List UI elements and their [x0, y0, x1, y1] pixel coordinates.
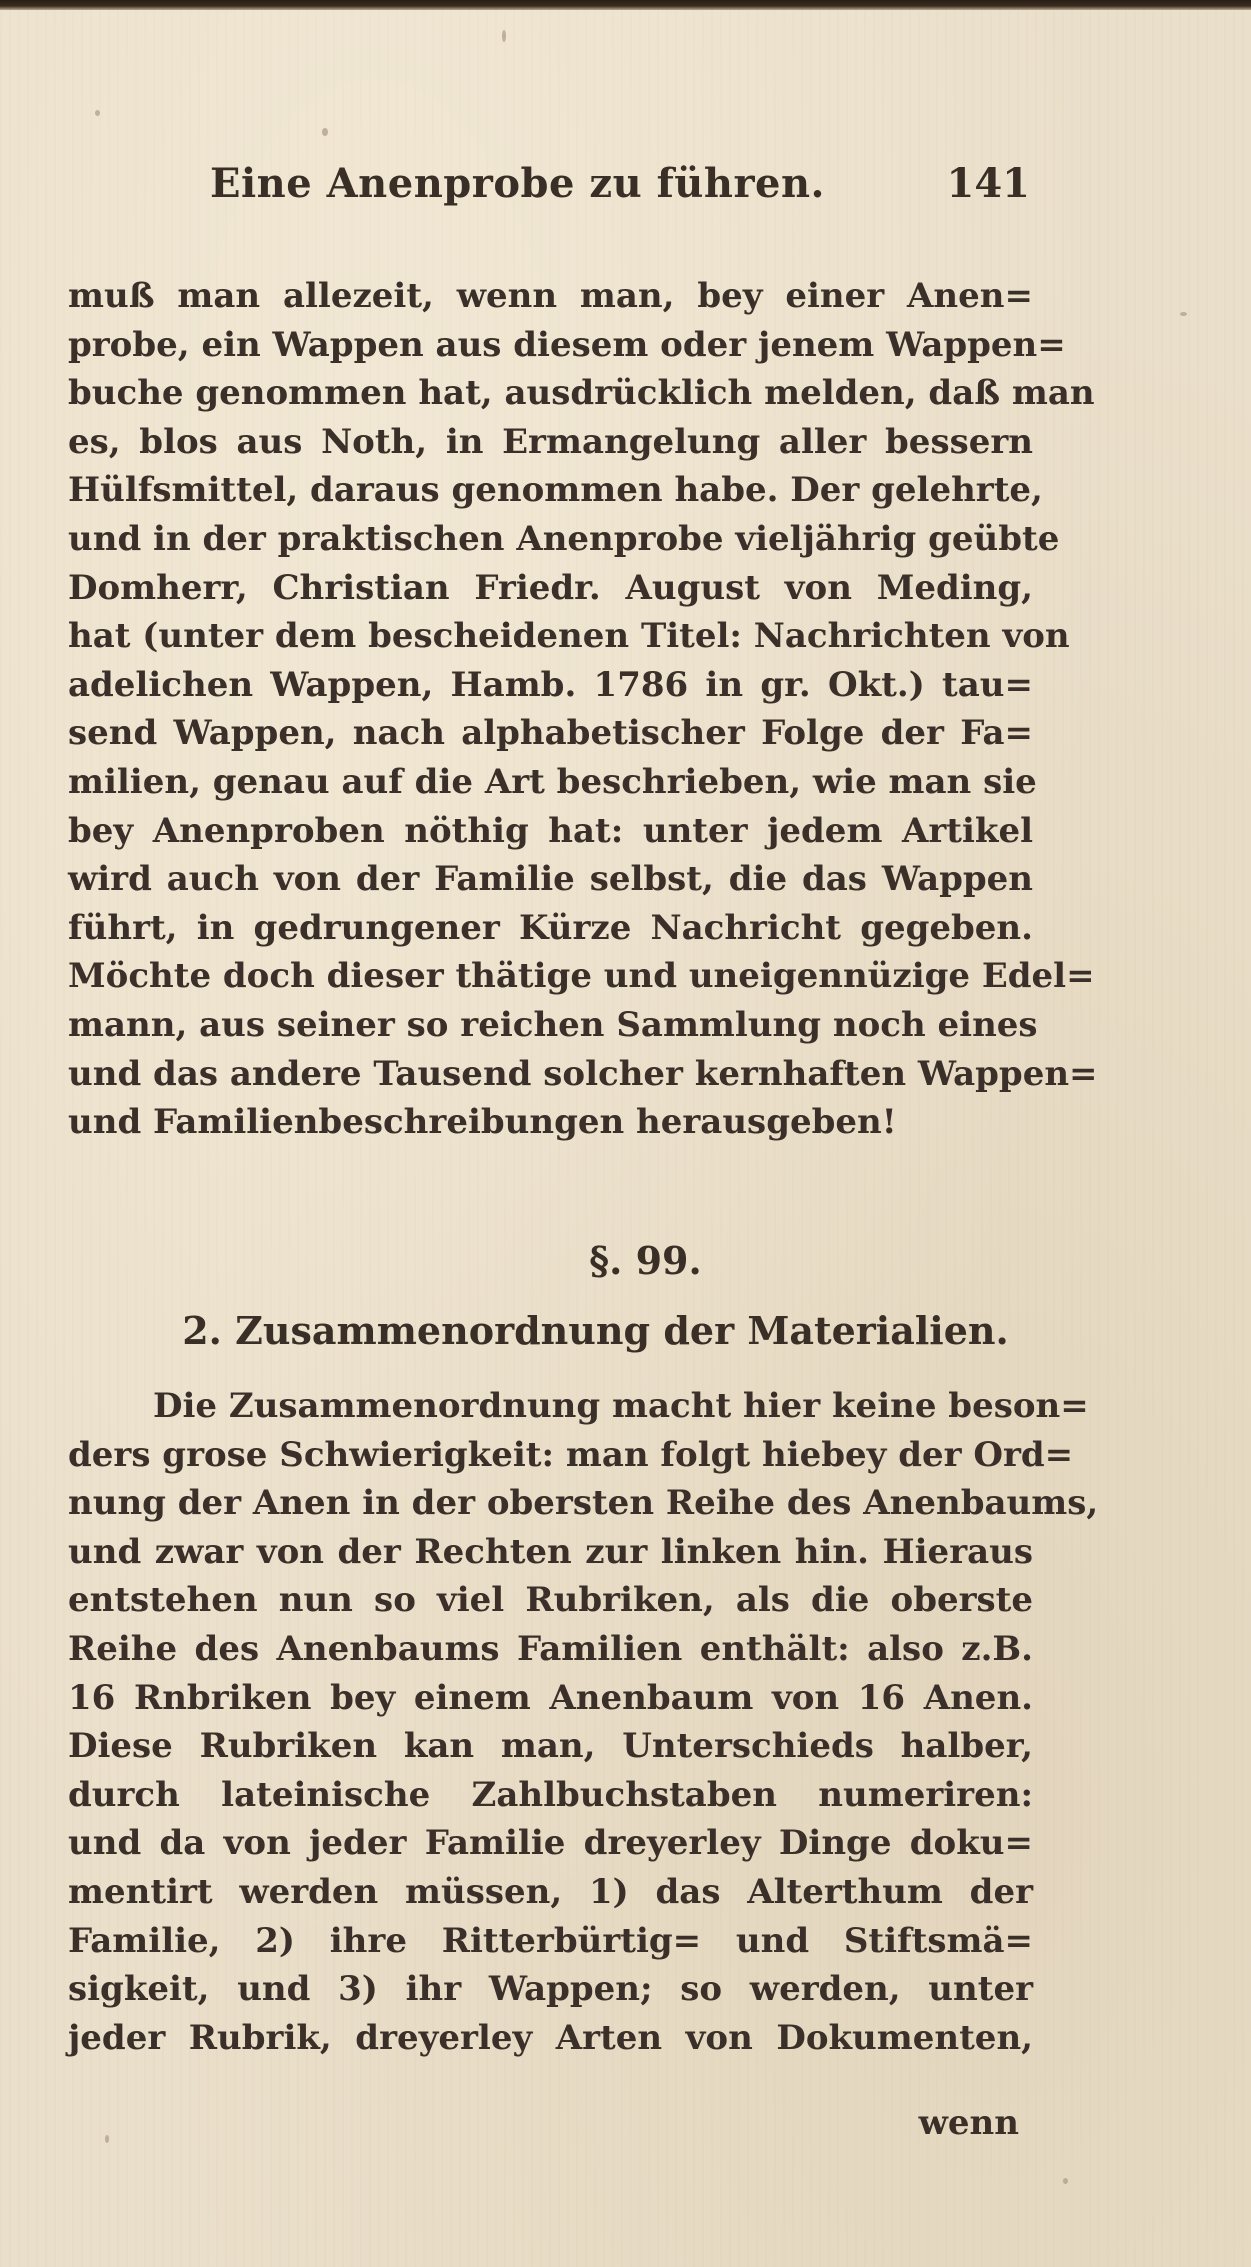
paper-speck [502, 30, 506, 42]
text-line: Hülfsmittel, daraus genommen habe. Der gelehrte, [68, 470, 1043, 511]
section-title: 2. Zusammenordnung der Materialien. [182, 1308, 1009, 1353]
text-line: nung der Anen in der obersten Reihe des Anenbaums, [68, 1483, 1099, 1524]
text-line: milien, genau auf die Art beschrieben, wie man sie [68, 761, 1037, 802]
text-line: Reihe des Anenbaums Familien enthält: also z.B. [68, 1628, 1033, 1669]
text-line: entstehen nun so viel Rubriken, als die oberste [68, 1580, 1033, 1621]
text-line: sigkeit, und 3) ihr Wappen; so werden, unter [68, 1969, 1033, 2010]
text-line: jeder Rubrik, dreyerley Arten von Dokumenten, [68, 2017, 1033, 2058]
page-number: 141 [946, 160, 1030, 207]
text-line: Die Zusammenordnung macht hier keine beson= [153, 1386, 1089, 1426]
text-line: es, blos aus Noth, in Ermangelung aller bessern [68, 421, 1033, 462]
text-line: 16 Rnbriken bey einem Anenbaum von 16 Anen. [68, 1677, 1033, 1718]
text-line: mann, aus seiner so reichen Sammlung noch eines [68, 1004, 1038, 1045]
section-number: §. 99. [589, 1238, 702, 1283]
text-line: und in der praktischen Anenprobe vieljährig geübte [68, 518, 1060, 559]
paper-speck [1063, 2178, 1068, 2184]
running-title: Eine Anenprobe zu führen. [210, 160, 825, 207]
text-line: Familie, 2) ihre Ritterbürtig= und Stiftsmä= [68, 1920, 1033, 1961]
text-line: wird auch von der Familie selbst, die das Wappen [68, 859, 1033, 900]
text-line: probe, ein Wappen aus diesem oder jenem Wappen= [68, 324, 1066, 365]
running-head [210, 160, 1030, 220]
text-line: adelichen Wappen, Hamb. 1786 in gr. Okt.) tau= [68, 664, 1033, 705]
text-line: und das andere Tausend solcher kernhaften Wappen= [68, 1053, 1098, 1094]
book-top-edge [0, 0, 1251, 10]
book-page [0, 10, 1251, 2267]
text-line: send Wappen, nach alphabetischer Folge der Fa= [68, 713, 1033, 754]
text-line: buche genommen hat, ausdrücklich melden, daß man [68, 373, 1095, 414]
paper-speck [95, 110, 100, 116]
text-line: ders grose Schwierigkeit: man folgt hiebey der Ord= [68, 1434, 1074, 1475]
text-line: mentirt werden müssen, 1) das Alterthum der [68, 1871, 1033, 1912]
text-line: Möchte doch dieser thätige und uneigennüzige Edel= [68, 956, 1095, 997]
text-line: Diese Rubriken kan man, Unterschieds halber, [68, 1726, 1033, 1767]
paper-speck [322, 128, 328, 136]
text-line: und Familienbeschreibungen herausgeben! [68, 1102, 897, 1143]
paper-speck [1180, 312, 1187, 316]
text-line: durch lateinische Zahlbuchstaben numeriren: [68, 1774, 1033, 1815]
text-line: und zwar von der Rechten zur linken hin. Hieraus [68, 1531, 1033, 1572]
text-line: und da von jeder Familie dreyerley Dinge doku= [68, 1823, 1033, 1864]
paragraph-2 [68, 1382, 1099, 2062]
text-line: muß man allezeit, wenn man, bey einer Anen= [68, 276, 1033, 316]
text-line: bey Anenproben nöthig hat: unter jedem Artikel [68, 810, 1033, 851]
text-line: Domherr, Christian Friedr. August von Meding, [68, 567, 1033, 608]
text-line: führt, in gedrungener Kürze Nachricht gegeben. [68, 907, 1033, 948]
paragraph-1 [68, 272, 1098, 1147]
text-line: hat (unter dem bescheidenen Titel: Nachrichten von [68, 616, 1070, 657]
catchword: wenn [918, 2103, 1019, 2143]
paper-speck [105, 2135, 109, 2143]
